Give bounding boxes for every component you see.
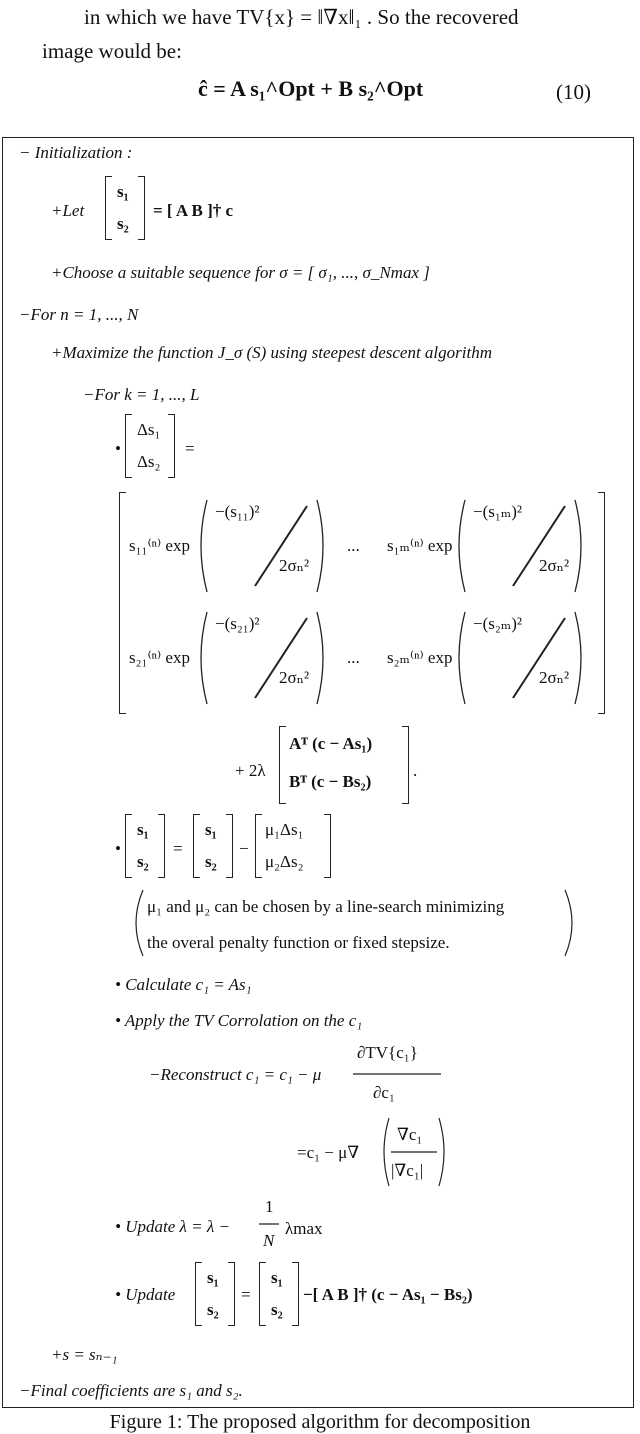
s1-lhs: s₁: [137, 820, 149, 839]
exp-den-22: 2σₙ²: [539, 668, 570, 687]
lambda-max: λmax: [285, 1219, 323, 1238]
intro-line-2: image would be:: [42, 39, 182, 63]
at-residual: Aᵀ (c − As₁): [289, 734, 373, 753]
intro-paragraph: [42, 0, 598, 68]
delta-s2: Δs₂: [137, 452, 161, 471]
s1-rhs: s₁: [205, 820, 217, 839]
matrix-entry-1m: s₁ₘ⁽ⁿ⁾ exp: [387, 536, 453, 555]
exp-den-11: 2σₙ²: [279, 556, 310, 575]
maximize-step: +Maximize the function J_σ (S) using steepest descent algorithm: [51, 343, 492, 362]
s-vector-update-rhs: [259, 1262, 299, 1326]
s2-update-lhs: s₂: [207, 1300, 219, 1319]
s-vector-init: [105, 176, 145, 240]
stepsize-note-line-2: the overal penalty function or fixed stepsize.: [147, 933, 450, 952]
residual-vector: [279, 726, 409, 804]
exp-den-12: 2σₙ²: [539, 556, 570, 575]
delta-s1: Δs₁: [137, 420, 161, 439]
final-coefficients: −Final coefficients are s₁ and s₂.: [19, 1381, 243, 1400]
exp-num-11: −(s₁₁)²: [215, 502, 260, 521]
s2-lhs: s₂: [137, 852, 149, 871]
s2-update-rhs: s₂: [271, 1300, 283, 1319]
equals-sign: =: [185, 439, 195, 458]
algorithm-box: [2, 137, 634, 1408]
update-s-label: • Update: [115, 1285, 176, 1304]
equation-10: [0, 76, 640, 116]
ellipsis-row2: ...: [347, 648, 360, 667]
let-rhs: = [ A B ]† c: [153, 201, 234, 220]
update-lambda-denominator: N: [263, 1231, 275, 1250]
choose-sigma: +Choose a suitable sequence for σ = [ σ₁, ..., σ_Nmax ]: [51, 263, 430, 282]
s-vector-lhs: [125, 814, 165, 878]
intro-line-1: in which we have TV{x} = ‖∇x‖₁ . So the recovered: [84, 5, 519, 29]
recon-denominator: ∂c₁: [373, 1083, 395, 1102]
exp-num-22: −(s₂ₘ)²: [473, 614, 522, 633]
s-index-update: +s = sₙ₋₁: [51, 1345, 118, 1364]
equals-sign-2: =: [173, 839, 183, 858]
calculate-c1: • Calculate c₁ = As₁: [115, 975, 252, 994]
recon-line-2: =c₁ − μ∇: [297, 1143, 360, 1162]
initialization-label: − Initialization :: [19, 143, 133, 162]
update-lambda-bar: [259, 1222, 281, 1226]
lambda-term: + 2λ: [235, 761, 266, 780]
s-vector-update-lhs: [195, 1262, 235, 1326]
matrix-entry-2m: s₂ₘ⁽ⁿ⁾ exp: [387, 648, 453, 667]
let-label: +Let: [51, 201, 85, 220]
recon2-numerator: ∇c₁: [397, 1125, 423, 1144]
for-n-loop: −For n = 1, ..., N: [19, 305, 139, 324]
recovered-image-equation: ĉ = A s₁^Opt + B s₂^Opt: [198, 76, 424, 101]
matrix-entry-21: s₂₁⁽ⁿ⁾ exp: [129, 648, 190, 667]
recon-numerator: ∂TV{c₁}: [357, 1043, 418, 1062]
exp-den-21: 2σₙ²: [279, 668, 310, 687]
bullet-2: •: [115, 839, 121, 858]
update-lambda: • Update λ = λ −: [115, 1217, 230, 1236]
s1-update-rhs: s₁: [271, 1268, 283, 1287]
period: .: [413, 761, 418, 780]
figure-caption: Figure 1: The proposed algorithm for decomposition: [109, 1411, 531, 1433]
minus-sign: −: [239, 839, 249, 858]
exp-num-12: −(s₁ₘ)²: [473, 502, 522, 521]
mu1-step: μ₁Δs₁: [265, 820, 304, 839]
gradient-matrix: [119, 492, 605, 714]
exp-num-21: −(s₂₁)²: [215, 614, 260, 633]
for-k-loop: −For k = 1, ..., L: [83, 385, 200, 404]
mu2-step: μ₂Δs₂: [265, 852, 304, 871]
ellipsis-row1: ...: [347, 536, 360, 555]
recon2-denominator: |∇c₁|: [391, 1161, 424, 1180]
s-vector-rhs: [193, 814, 233, 878]
update-s-tail: −[ A B ]† (c − As₁ − Bs₂): [303, 1285, 473, 1304]
matrix-entry-11: s₁₁⁽ⁿ⁾ exp: [129, 536, 190, 555]
s2-cell: s₂: [117, 214, 129, 233]
stepsize-note-line-1: μ₁ and μ₂ can be chosen by a line-search minimizing: [147, 897, 505, 916]
delta-s-vector: [125, 414, 175, 478]
s1-update-lhs: s₁: [207, 1268, 219, 1287]
equation-number: (10): [556, 80, 591, 104]
step-vector: [255, 814, 331, 878]
apply-tv-correction: • Apply the TV Corrolation on the c₁: [115, 1011, 363, 1030]
recon-fraction-bar: [353, 1072, 443, 1076]
reconstruct-label: −Reconstruct c₁ = c₁ − μ: [149, 1065, 322, 1084]
bt-residual: Bᵀ (c − Bs₂): [289, 772, 372, 791]
bullet-1: •: [115, 439, 121, 458]
s1-cell: s₁: [117, 182, 129, 201]
s2-rhs: s₂: [205, 852, 217, 871]
update-lambda-numerator: 1: [265, 1197, 274, 1216]
equals-sign-3: =: [241, 1285, 251, 1304]
